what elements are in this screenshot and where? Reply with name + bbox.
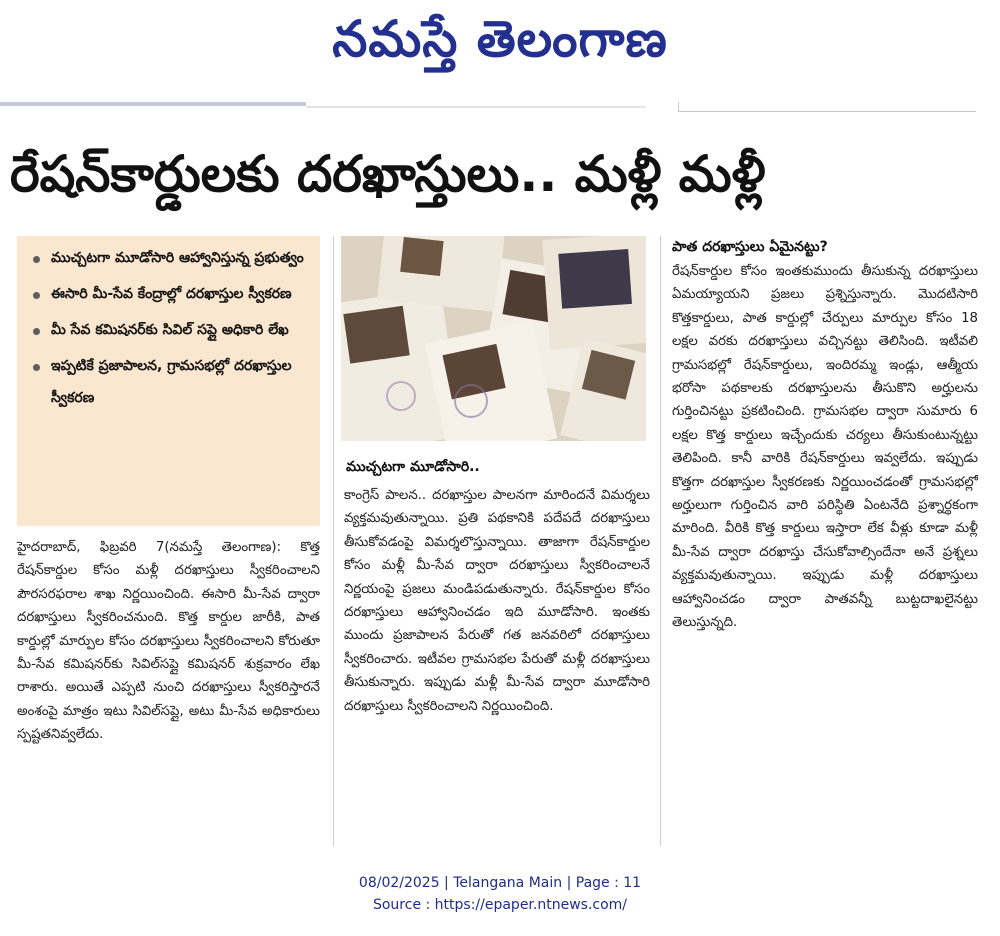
column-1-paragraph: హైదరాబాద్, ఫిబ్రవరి 7(నమస్తే తెలంగాణ): కొత్త రేషన్‌కార్డుల కోసం మళ్లీ దరఖాస్తులు స్వీకరించాలని పౌరసరఫరాల శాఖ నిర్ణయించింది. ఈసారి మీ-సేవ ద్వారా దరఖాస్తులు స్వీకరించనుంది. కొత్త కార్డుల జారీకి, పాత కార్డుల్లో మార్పుల కోసం దరఖాస్తులు స్వీకరించాలని కోరుతూ మీ-సేవ కమిషనర్‌కు సివిల్‌సప్లై కమిషనర్ శుక్రవారం లేఖ రాశారు. అయితే ఎప్పటి నుంచి దరఖాస్తులు స్వీకరిస్తారనే అంశంపై మాత్రం ఇటు సివిల్‌సప్లై, అటు మీ-సేవ అధికారులు స్పష్టతనివ్వలేదు. <box>17 540 320 743</box>
highlight-item <box>29 350 312 414</box>
column-3-subheading: పాత దరఖాస్తులు ఏమైనట్టు? <box>672 239 828 255</box>
highlights-box <box>17 236 320 526</box>
highlight-item <box>29 242 312 274</box>
masthead-title: నమస్తే తెలంగాణ <box>332 10 668 68</box>
bullet-icon <box>33 328 40 335</box>
column-1-body <box>17 536 320 747</box>
highlight-item <box>29 278 312 310</box>
column-divider <box>660 236 661 846</box>
page-footer <box>0 872 1000 916</box>
column-3-paragraph: రేషన్‌కార్డుల కోసం ఇంతకుముందు తీసుకున్న దరఖాస్తులు ఏమయ్యాయని ప్రజలు ప్రశ్నిస్తున్నారు. మొదటిసారి కొత్తకార్డులు, పాత కార్డుల్లో చేర్పులు మార్పుల కోసం 18 లక్షల వరకు దరఖాస్తులు వచ్చినట్టు తెలిసింది. ఇటీవలి గ్రామసభల్లో రేషన్‌కార్డులు, ఇందిరమ్మ ఇండ్లు, ఆత్మీయ భరోసా పథకాలకు దరఖాస్తులను తీసుకొని అర్హులను గుర్తించినట్టు ప్రకటించింది. గ్రామసభల ద్వారా సుమారు 6 లక్షల కొత్త కార్డులు ఇచ్చేందుకు చర్యలు తీసుకుంటున్నట్టు తెలిపింది. కానీ వారికి రేషన్‌కార్డులు ఇవ్వలేదు. ఇప్పుడు కొత్తగా దరఖాస్తుల స్వీకరణకు నిర్ణయించడంతో గ్రామసభల్లో అర్హులుగా గుర్తించిన వారి పరిస్థితి ఏంటనేది ప్రశ్నార్థకంగా మారింది. వీరికి కొత్త కార్డులు ఇస్తారా లేక వీళ్లు కూడా మళ్లీ మీ-సేవ ద్వారా దరఖాస్తు చేసుకోవాల్సిందేనా అనే ప్రశ్నలు వ్యక్తమవుతున్నాయి. ఇప్పుడు మళ్లీ దరఖాస్తులు ఆహ్వానించడం ద్వారా పాతవన్నీ బుట్టదాఖలైనట్టు తెలుస్తున్నది. <box>672 264 978 631</box>
highlight-item <box>29 314 312 346</box>
article-headline: రేషన్‌కార్డులకు దరఖాస్తులు.. మళ్లీ మళ్లీ <box>10 145 766 203</box>
masthead-rule-middle <box>306 106 646 108</box>
ration-card-photo <box>341 236 646 441</box>
column-3-body <box>672 234 978 635</box>
photo-caption: ముచ్చటగా మూడోసారి.. <box>346 459 480 475</box>
footer-edition-info: 08/02/2025 | Telangana Main | Page : 11 <box>358 875 642 891</box>
bullet-icon <box>33 256 40 263</box>
highlight-text: మీ సేవ కమిషనర్‌కు సివిల్ సప్లై అధికారి లేఖ <box>51 322 289 338</box>
column-2-body <box>344 484 650 718</box>
photo-caption-block <box>346 454 646 480</box>
column-divider <box>333 236 334 846</box>
masthead-rule-left <box>0 102 306 106</box>
article-photo <box>341 236 646 441</box>
highlight-text: ఈసారి మీ-సేవ కేంద్రాల్లో దరఖాస్తుల స్వీకరణ <box>51 286 292 302</box>
bullet-icon <box>33 364 40 371</box>
bullet-icon <box>33 292 40 299</box>
column-2-paragraph: కాంగ్రెస్ పాలన.. దరఖాస్తుల పాలనగా మారిందనే విమర్శలు వ్యక్తమవుతున్నాయి. ప్రతి పథకానికి పదేపదే దరఖాస్తులు తీసుకోవడంపై విమర్శలొస్తున్నాయి. తాజాగా రేషన్‌కార్డుల కోసం మళ్లీ మీ-సేవ ద్వారా దరఖాస్తులు స్వీకరించాలనే నిర్ణయంపై ప్రజలు మండిపడుతున్నారు. రేషన్‌కార్డుల కోసం దరఖాస్తులు ఆహ్వానించడం ఇది మూడోసారి. ఇంతకు ముందు ప్రజాపాలన పేరుతో గత జనవరిలో దరఖాస్తులు స్వీకరించారు. ఇటీవల గ్రామసభల పేరుతో మళ్లీ దరఖాస్తులు తీసుకున్నారు. ఇప్పుడు మళ్లీ మీ-సేవ ద్వారా మూడోసారి దరఖాస్తులు స్వీకరించాలని నిర్ణయించింది. <box>344 488 650 714</box>
masthead-rule-right <box>678 102 976 112</box>
footer-source-link[interactable]: Source : https://epaper.ntnews.com/ <box>372 897 628 913</box>
masthead <box>0 0 1000 112</box>
highlight-text: ఇప్పటికే ప్రజాపాలన, గ్రామసభల్లో దరఖాస్తుల స్వీకరణ <box>51 358 292 406</box>
highlight-text: ముచ్చటగా మూడోసారి ఆహ్వానిస్తున్న ప్రభుత్వం <box>51 250 304 266</box>
